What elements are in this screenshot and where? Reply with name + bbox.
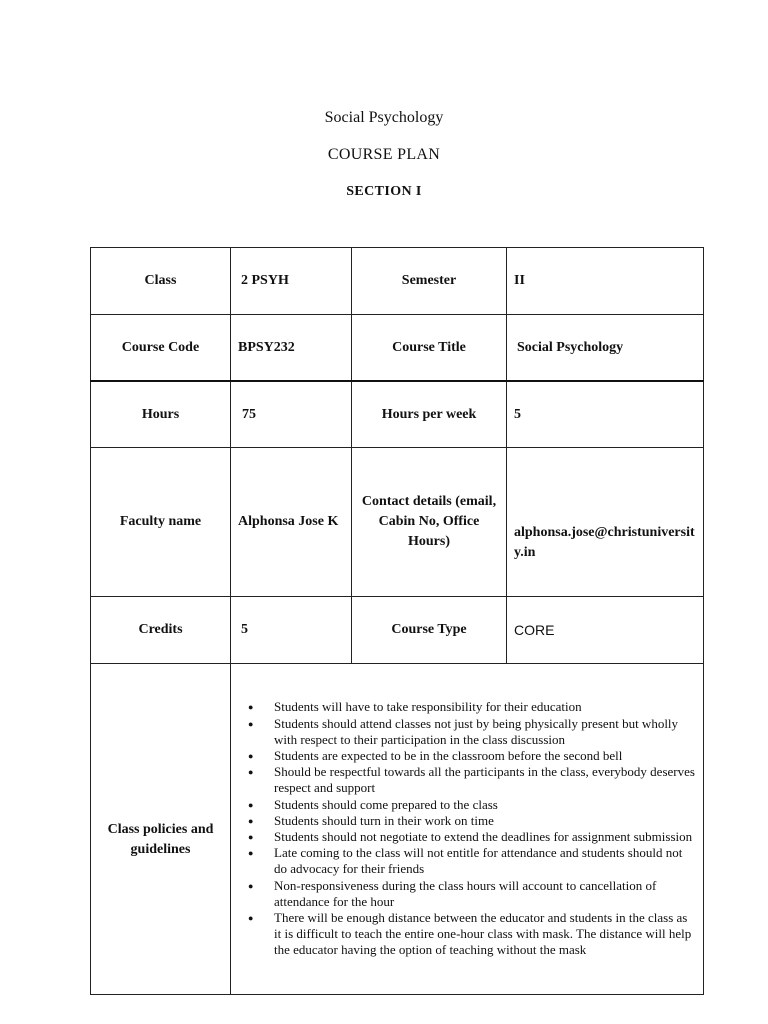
semester-label: Semester (352, 248, 507, 315)
semester-value: II (507, 248, 704, 315)
bullet-icon: ● (248, 848, 254, 859)
list-item: ● Students are expected to be in the classroom before the second bell (248, 747, 623, 763)
course-code-value: BPSY232 (231, 315, 352, 382)
policies-label: Class policies and guidelines (91, 664, 231, 995)
list-item: ● Late coming to the class will not entitle for attendance and students should not do advocacy for their friends (248, 845, 683, 877)
bullet-icon: ● (248, 832, 254, 842)
list-item: ● Students should attend classes not just by being physically present but wholly with respect to their participation in the class discussion (248, 715, 679, 747)
hours-per-week-label: Hours per week (352, 381, 507, 448)
list-item: ● Students should turn in their work on time (248, 812, 494, 828)
bullet-icon: ● (248, 913, 254, 924)
bullet-icon: ● (248, 880, 254, 891)
list-item: ● Non-responsiveness during the class hours will account to cancellation of attendance for the hour (248, 877, 657, 909)
table-row (91, 664, 704, 995)
bullet-icon: ● (248, 767, 254, 778)
hours-per-week-value: 5 (507, 381, 704, 448)
class-label: Class (91, 248, 231, 315)
bullet-icon: ● (248, 799, 254, 810)
bullet-icon: ● (248, 815, 254, 826)
policies-cell (231, 664, 704, 995)
credits-value: 5 (231, 597, 352, 664)
document-title: Social Psychology (324, 109, 444, 126)
course-type-value: CORE (507, 597, 704, 664)
list-item: ● Should be respectful towards all the participants in the class, everybody deserves respect and support (248, 764, 695, 796)
bullet-icon: ● (248, 718, 254, 729)
faculty-value: Alphonsa Jose K (231, 448, 352, 597)
list-item: ● Students should come prepared to the class (248, 796, 498, 812)
document-subtitle: COURSE PLAN (327, 146, 441, 163)
section-heading: SECTION I (346, 184, 422, 199)
course-title-value: Social Psychology (507, 315, 704, 382)
course-title-label: Course Title (352, 315, 507, 382)
credits-label: Credits (91, 597, 231, 664)
course-code-label: Course Code (91, 315, 231, 382)
hours-value: 75 (231, 381, 352, 448)
list-item: ● There will be enough distance between the educator and students in the class as it is difficult to teach the entire one-hour class with mask. The distance will help the educator having the option of teaching without the mask (248, 910, 692, 958)
list-item: ● Students will have to take responsibility for their education (248, 699, 582, 715)
course-type-label: Course Type (352, 597, 507, 664)
policies-list (238, 699, 696, 958)
list-item: ● Students should not negotiate to extend the deadlines for assignment submission (248, 829, 693, 844)
contact-details-label: Contact details (email, Cabin No, Office Hours) (352, 448, 507, 597)
hours-label: Hours (91, 381, 231, 448)
table-row (91, 448, 704, 597)
table-row (91, 315, 704, 382)
contact-details-value: alphonsa.jose@christuniversity.in (507, 448, 704, 597)
bullet-icon: ● (248, 750, 254, 761)
bullet-icon: ● (248, 702, 254, 713)
course-plan-table (90, 247, 704, 995)
table-row (91, 381, 704, 448)
table-row (91, 248, 704, 315)
table-row (91, 597, 704, 664)
class-value: 2 PSYH (231, 248, 352, 315)
faculty-label: Faculty name (91, 448, 231, 597)
